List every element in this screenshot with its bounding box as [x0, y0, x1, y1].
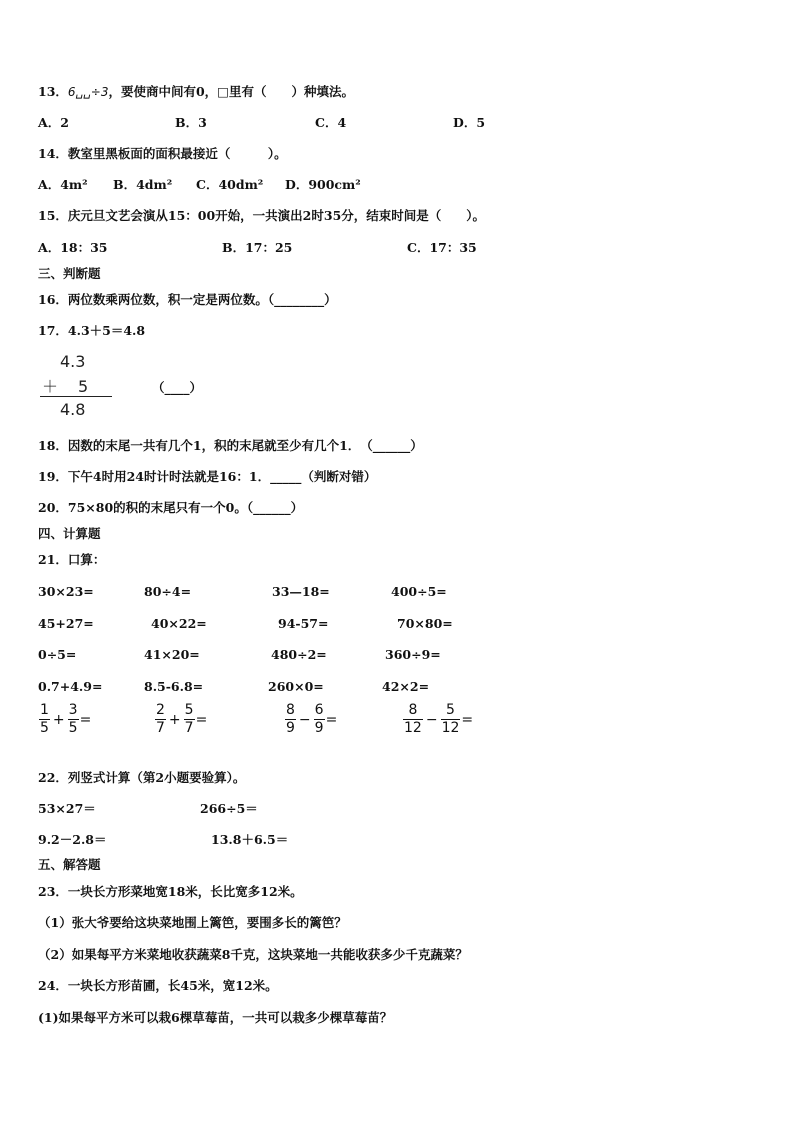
question-16: 16．两位数乘两位数，积一定是两位数。（________）: [38, 292, 337, 307]
oral-calc-item: 41×20=: [144, 647, 200, 662]
column-calc-item: 9.2－2.8＝: [38, 832, 107, 847]
question-17-blank: （____）: [152, 380, 203, 395]
question-13-option-a: A．2: [38, 115, 69, 130]
section-3-heading: 三、判断题: [38, 266, 101, 281]
fraction-operator: −: [425, 711, 438, 728]
column-calc-item: 13.8＋6.5＝: [211, 832, 289, 847]
fraction: 1 5: [40, 702, 49, 736]
question-15-option-c: C．17：35: [407, 240, 477, 255]
question-15-option-a: A．18：35: [38, 240, 108, 255]
oral-calc-item: 8.5-6.8=: [144, 679, 204, 694]
vertical-operator: ＋: [42, 377, 59, 396]
fraction-expression: [154, 702, 207, 737]
question-20: 20．75×80的积的末尾只有一个0。（______）: [38, 500, 304, 515]
section-4-heading: 四、计算题: [38, 526, 101, 541]
question-14: 14．教室里黑板面的面积最接近（ ）。: [38, 146, 287, 161]
fraction: 8 12: [404, 702, 422, 736]
question-14-option-a: A．4m²: [38, 177, 88, 192]
fraction: 2 7: [156, 702, 165, 736]
vertical-result: 4.8: [60, 400, 86, 419]
oral-calc-item: 0÷5=: [38, 647, 77, 662]
oral-calc-item: 480÷2=: [271, 647, 327, 662]
question-19: 19．下午4时用24时计时法就是16：1．_____（判断对错）: [38, 469, 377, 484]
oral-calc-item: 33—18=: [272, 584, 330, 599]
question-15-option-b: B．17：25: [222, 240, 293, 255]
fraction-operator: −: [298, 711, 311, 728]
question-13-option-d: D．5: [453, 115, 486, 130]
oral-calc-item: 80÷4=: [144, 584, 192, 599]
question-13-expression: 6␣␣÷3: [67, 85, 109, 99]
question-23-part-2: （2）如果每平方米菜地收获蔬菜8千克，这块菜地一共能收获多少千克蔬菜？: [38, 947, 468, 962]
fraction-expression: [38, 702, 91, 737]
fraction: $\frac{6}{9}$: [314, 702, 324, 736]
fraction: $\frac{3}{5}$: [68, 702, 78, 736]
oral-calc-item: 45+27=: [38, 616, 94, 631]
equals-sign: =: [79, 711, 92, 728]
question-13: [38, 84, 354, 100]
question-23: 23．一块长方形菜地宽18米，长比宽多12米。: [38, 884, 303, 899]
oral-calc-item: 94-57=: [278, 616, 329, 631]
oral-calc-item: 260×0=: [268, 679, 324, 694]
question-13-option-b: B．3: [175, 115, 207, 130]
oral-calc-item: 360÷9=: [385, 647, 441, 662]
question-24-part-1: (1)如果每平方米可以栽6棵草莓苗，一共可以栽多少棵草莓苗？: [38, 1010, 393, 1025]
question-14-option-b: B．4dm²: [113, 177, 173, 192]
oral-calc-item: 40×22=: [151, 616, 207, 631]
section-5-heading: 五、解答题: [38, 857, 101, 872]
vertical-addition: [40, 350, 112, 422]
column-calc-item: 266÷5＝: [200, 801, 258, 816]
fraction-expression: [402, 702, 473, 737]
fraction: $\frac{5}{12}$: [441, 702, 460, 736]
vertical-sum-line: [40, 396, 112, 397]
fraction-expression: [284, 702, 337, 737]
question-15: 15．庆元旦文艺会演从15：00开始，一共演出2时35分，结束时间是（ ）。: [38, 208, 486, 223]
question-23-part-1: （1）张大爷要给这块菜地围上篱笆，要围多长的篱笆？: [38, 915, 347, 930]
question-13-text: ，要使商中间有0，□里有（ ）种填法。: [108, 84, 354, 99]
vertical-top-operand: 4.3: [60, 352, 86, 371]
question-22-title: 22．列竖式计算（第2小题要验算）。: [38, 770, 246, 785]
question-14-option-c: C．40dm²: [196, 177, 264, 192]
question-18: 18．因数的末尾一共有几个1，积的末尾就至少有几个1． （______）: [38, 438, 423, 453]
equals-sign: =: [461, 711, 474, 728]
fraction-operator: +: [52, 711, 65, 728]
oral-calc-item: 42×2=: [382, 679, 430, 694]
oral-calc-item: 400÷5=: [391, 584, 447, 599]
column-calc-item: 53×27＝: [38, 801, 96, 816]
equals-sign: =: [195, 711, 208, 728]
question-13-number: 13．: [38, 84, 68, 99]
fraction-operator: +: [168, 711, 181, 728]
oral-calc-item: 30×23=: [38, 584, 94, 599]
oral-calc-item: 0.7+4.9=: [38, 679, 103, 694]
oral-calc-item: 70×80=: [397, 616, 453, 631]
question-24: 24．一块长方形苗圃，长45米，宽12米。: [38, 978, 278, 993]
vertical-second-operand: 5: [78, 377, 89, 396]
question-13-option-c: C．4: [315, 115, 347, 130]
fraction: 8 9: [286, 702, 295, 736]
fraction: $\frac{5}{7}$: [184, 702, 194, 736]
vertical-second-row: [42, 374, 88, 397]
equals-sign: =: [325, 711, 338, 728]
question-14-option-d: D．900cm²: [285, 177, 361, 192]
question-17: 17．4.3＋5＝4.8: [38, 323, 146, 338]
question-21-title: 21．口算：: [38, 552, 106, 567]
